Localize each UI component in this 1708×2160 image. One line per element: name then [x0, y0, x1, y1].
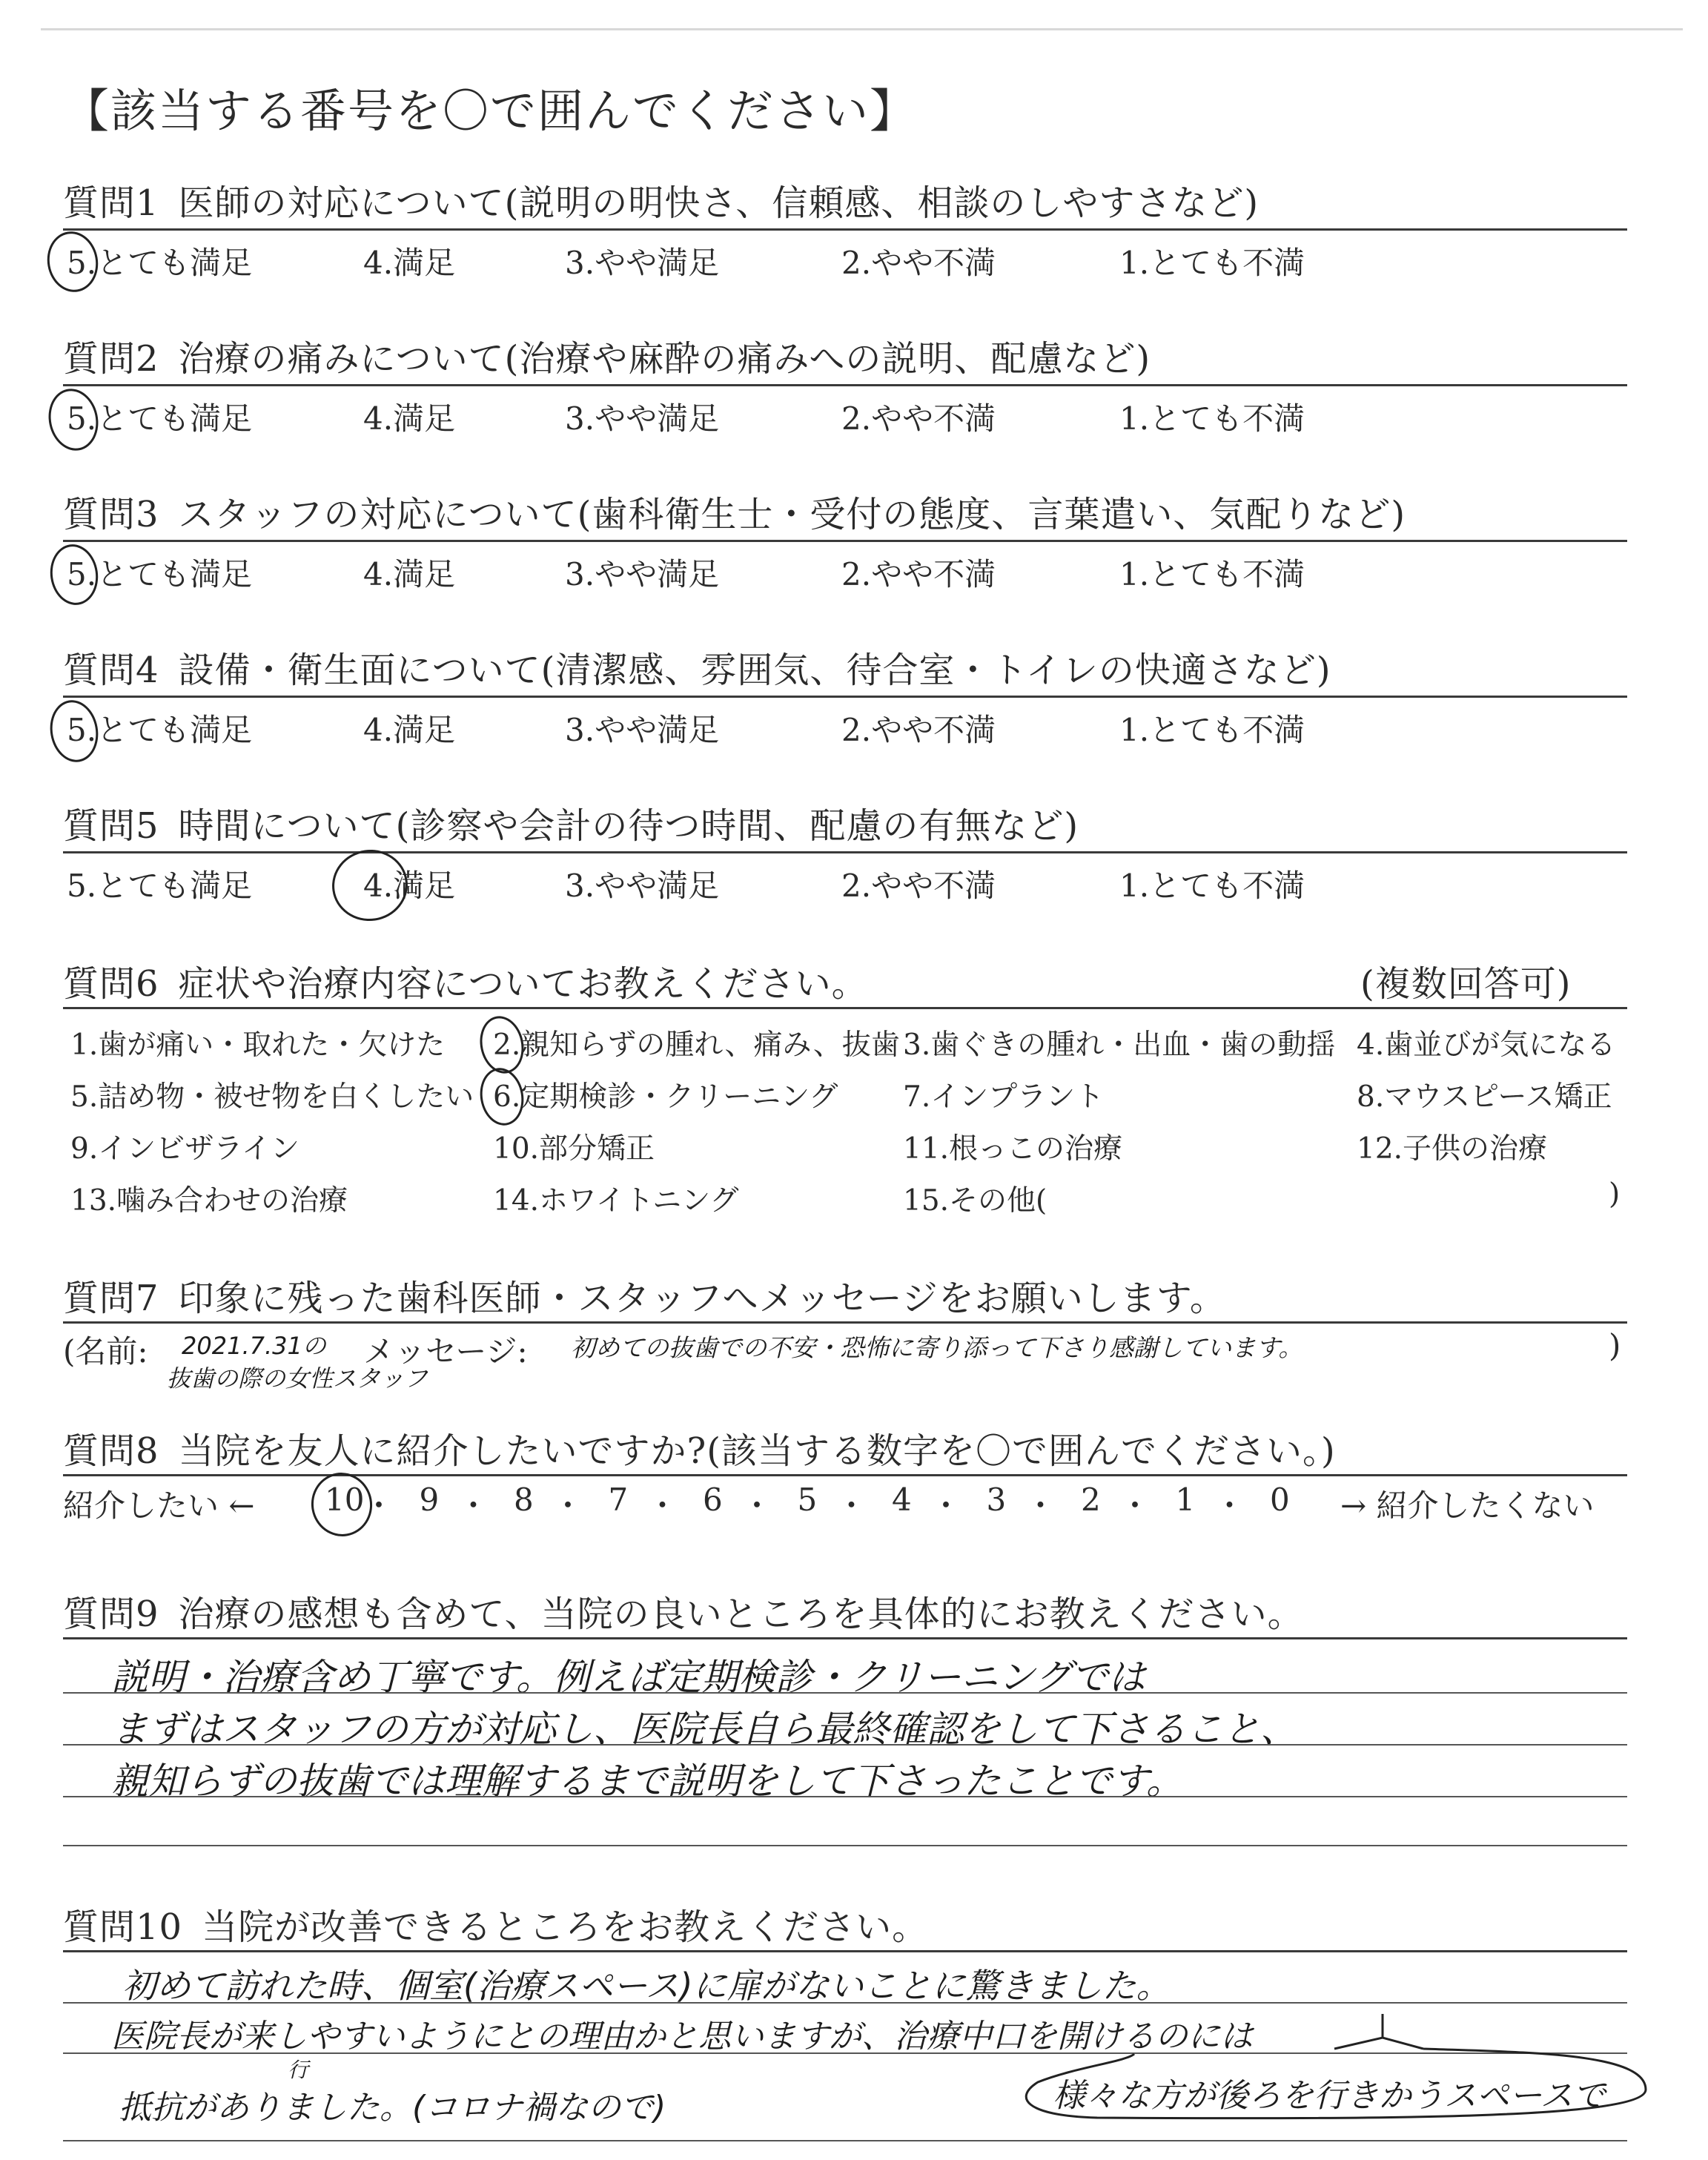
question-1	[63, 174, 1259, 225]
q9-line-1	[63, 1692, 1627, 1694]
q1-selection-circle	[42, 228, 102, 297]
question-3	[63, 486, 1406, 537]
question-7-text: 印象に残った歯科医師・スタッフへメッセージをお願いします。	[178, 1278, 1226, 1319]
question-10-rule	[63, 1950, 1627, 1952]
question-8	[63, 1422, 1336, 1473]
q1-option-4[interactable]: 4.満足	[363, 245, 456, 281]
q1-option-5[interactable]: 5.とても満足	[67, 245, 253, 281]
symptom-5[interactable]: 5.詰め物・被せ物を白くしたい	[70, 1080, 474, 1114]
question-8-number: 質問8	[63, 1430, 159, 1472]
question-5-rule	[63, 851, 1627, 853]
q4-option-1[interactable]: 1.とても不満	[1119, 712, 1305, 748]
q8-scale-dot: ・	[1119, 1487, 1151, 1524]
q5-option-5[interactable]: 5.とても満足	[67, 868, 253, 904]
q3-option-3[interactable]: 3.やや満足	[565, 556, 720, 592]
question-9	[63, 1585, 1304, 1636]
q2-option-1[interactable]: 1.とても不満	[1119, 400, 1305, 437]
q8-scale-dot: ・	[457, 1487, 489, 1524]
q5-option-1[interactable]: 1.とても不満	[1119, 868, 1305, 904]
q8-scale-4[interactable]: 4	[892, 1482, 912, 1518]
q10-answer-line-3[interactable]: 抵抗がありました。(コロナ禍なので)	[119, 2089, 666, 2127]
q3-option-1[interactable]: 1.とても不満	[1119, 556, 1305, 592]
symptom-3[interactable]: 3.歯ぐきの腫れ・出血・歯の動揺	[903, 1028, 1336, 1062]
q1-option-1[interactable]: 1.とても不満	[1119, 245, 1305, 281]
q9-answer-line-2[interactable]: まずはスタッフの方が対応し、医院長自ら最終確認をして下さること、	[111, 1708, 1297, 1751]
q8-scale-dot: ・	[930, 1487, 962, 1524]
question-2	[63, 330, 1151, 381]
q7-message-text[interactable]: 初めての抜歯での不安・恐怖に寄り添って下さり感謝しています。	[571, 1333, 1303, 1362]
q1-option-3[interactable]: 3.やや満足	[565, 245, 720, 281]
symptom-2[interactable]: 2.親知らずの腫れ、痛み、抜歯	[493, 1028, 900, 1062]
q8-scale-0[interactable]: 0	[1270, 1482, 1290, 1518]
question-8-rule	[63, 1474, 1627, 1476]
question-1-number: 質問1	[63, 182, 159, 224]
q8-scale-1[interactable]: 1	[1175, 1482, 1196, 1518]
top-border	[41, 28, 1683, 30]
question-5-number: 質問5	[63, 805, 159, 847]
symptom-6[interactable]: 6.定期検診・クリーニング	[493, 1080, 838, 1114]
question-6-note: (複数回答可)	[1360, 963, 1572, 1005]
question-9-number: 質問9	[63, 1593, 159, 1635]
q9-line-2	[63, 1744, 1627, 1745]
q9-answer-line-3[interactable]: 親知らずの抜歯では理解するまで説明をして下さったことです。	[111, 1760, 1183, 1803]
symptom-9[interactable]: 9.インビザライン	[70, 1132, 300, 1166]
q8-scale-3[interactable]: 3	[986, 1482, 1007, 1518]
question-8-text: 当院を友人に紹介したいですか?(該当する数字を〇で囲んでください。)	[178, 1430, 1336, 1472]
symptom-15-closing-paren: )	[1609, 1178, 1621, 1211]
q10-line-1	[63, 2002, 1627, 2004]
symptom-7[interactable]: 7.インプラント	[903, 1080, 1105, 1114]
q8-left-label: 紹介したい ←	[63, 1487, 255, 1524]
symptom-10[interactable]: 10.部分矯正	[493, 1132, 655, 1166]
q3-option-5[interactable]: 5.とても満足	[67, 556, 253, 592]
question-2-number: 質問2	[63, 338, 159, 380]
symptom-8[interactable]: 8.マウスピース矯正	[1357, 1080, 1612, 1114]
q3-option-4[interactable]: 4.満足	[363, 556, 456, 592]
q8-scale-2[interactable]: 2	[1081, 1482, 1101, 1518]
q10-insert-mark: 行	[288, 2058, 309, 2082]
q8-scale-dot: ・	[1025, 1487, 1056, 1524]
question-4-text: 設備・衛生面について(清潔感、雰囲気、待合室・トイレの快適さなど)	[178, 650, 1331, 691]
symptom-15[interactable]: 15.その他(	[903, 1184, 1047, 1218]
q2-option-3[interactable]: 3.やや満足	[565, 400, 720, 437]
q9-line-4	[63, 1845, 1627, 1846]
q8-scale-dot: ・	[363, 1487, 395, 1524]
question-9-rule	[63, 1637, 1627, 1639]
question-5-text: 時間について(診察や会計の待つ時間、配慮の有無など)	[178, 805, 1079, 847]
q10-line-3	[63, 2140, 1627, 2141]
q8-scale-8[interactable]: 8	[514, 1482, 534, 1518]
question-2-text: 治療の痛みについて(治療や麻酔の痛みへの説明、配慮など)	[178, 338, 1151, 380]
q7-name-label: (名前:	[63, 1333, 148, 1370]
q8-selection-circle	[306, 1468, 377, 1542]
q10-callout-text[interactable]: 様々な方が後ろを行きかうスペースで	[1053, 2077, 1606, 2115]
question-6-text: 症状や治療内容についてお教えください。	[178, 963, 868, 1005]
question-1-rule	[63, 228, 1627, 231]
question-4-rule	[63, 696, 1627, 698]
q8-scale-10[interactable]: 10	[325, 1482, 365, 1518]
question-4	[63, 641, 1331, 693]
question-9-text: 治療の感想も含めて、当院の良いところを具体的にお教えください。	[178, 1593, 1304, 1635]
symptom-1[interactable]: 1.歯が痛い・取れた・欠けた	[70, 1028, 446, 1062]
question-3-rule	[63, 540, 1627, 542]
q5-option-4[interactable]: 4.満足	[363, 868, 456, 904]
symptom-12[interactable]: 12.子供の治療	[1357, 1132, 1548, 1166]
q10-answer-line-1[interactable]: 初めて訪れた時、個室(治療スペース)に扉がないことに驚きました。	[122, 1966, 1171, 2006]
q5-option-3[interactable]: 3.やや満足	[565, 868, 720, 904]
q5-option-2[interactable]: 2.やや不満	[841, 868, 996, 904]
symptom-11[interactable]: 11.根っこの治療	[903, 1132, 1123, 1166]
symptom-14[interactable]: 14.ホワイトニング	[493, 1184, 739, 1218]
question-5	[63, 797, 1079, 848]
page-title: 【該当する番号を〇で囲んでください】	[63, 84, 918, 138]
q5-selection-circle	[328, 845, 412, 925]
q1-option-2[interactable]: 2.やや不満	[841, 245, 996, 281]
q8-scale-5[interactable]: 5	[797, 1482, 818, 1518]
q7-message-label: メッセージ:	[363, 1333, 528, 1370]
q7-closing-paren: )	[1609, 1327, 1621, 1364]
question-3-text: スタッフの対応について(歯科衛生士・受付の態度、言葉遣い、気配りなど)	[178, 494, 1406, 535]
q7-name-line-1: 2021.7.31の	[182, 1332, 326, 1360]
symptom-4[interactable]: 4.歯並びが気になる	[1357, 1028, 1616, 1062]
q8-scale-9[interactable]: 9	[419, 1482, 440, 1518]
q8-scale-dot: ・	[552, 1487, 584, 1524]
q2-option-4[interactable]: 4.満足	[363, 400, 456, 437]
q2-option-2[interactable]: 2.やや不満	[841, 400, 996, 437]
question-6	[63, 955, 868, 1006]
q9-answer-line-1[interactable]: 説明・治療含め丁寧です。例えば定期検診・クリーニングでは	[111, 1656, 1145, 1699]
question-7-rule	[63, 1321, 1627, 1324]
q10-answer-line-2[interactable]: 医院長が来しやすいようにとの理由かと思いますが、治療中口を開けるのには	[111, 2018, 1253, 2055]
q4-option-4[interactable]: 4.満足	[363, 712, 456, 748]
question-4-number: 質問4	[63, 650, 159, 691]
q10-callout-loop	[1008, 2008, 1661, 2127]
question-7-number: 質問7	[63, 1278, 159, 1319]
q4-option-2[interactable]: 2.やや不満	[841, 712, 996, 748]
q9-line-3	[63, 1796, 1627, 1797]
q8-scale-6[interactable]: 6	[703, 1482, 723, 1518]
question-6-number: 質問6	[63, 963, 159, 1005]
question-6-rule	[63, 1007, 1627, 1009]
symptom-13[interactable]: 13.噛み合わせの治療	[70, 1184, 348, 1218]
q8-right-label: → 紹介したくない	[1340, 1487, 1595, 1524]
q8-scale-7[interactable]: 7	[608, 1482, 629, 1518]
question-10	[63, 1898, 928, 1949]
q8-scale-dot: ・	[835, 1487, 867, 1524]
q4-option-3[interactable]: 3.やや満足	[565, 712, 720, 748]
question-10-number: 質問10	[63, 1906, 183, 1948]
question-10-text: 当院が改善できるところをお教えください。	[202, 1906, 929, 1948]
q4-option-5[interactable]: 5.とても満足	[67, 712, 253, 748]
question-2-rule	[63, 384, 1627, 386]
q8-scale-dot: ・	[1214, 1487, 1245, 1524]
question-1-text: 医師の対応について(説明の明快さ、信頼感、相談のしやすさなど)	[178, 182, 1260, 224]
q7-name-line-2: 抜歯の際の女性スタッフ	[167, 1364, 428, 1393]
q2-option-5[interactable]: 5.とても満足	[67, 400, 253, 437]
q8-scale-dot: ・	[646, 1487, 678, 1524]
question-7	[63, 1269, 1226, 1321]
q8-scale-dot: ・	[741, 1487, 773, 1524]
q3-option-2[interactable]: 2.やや不満	[841, 556, 996, 592]
question-3-number: 質問3	[63, 494, 159, 535]
